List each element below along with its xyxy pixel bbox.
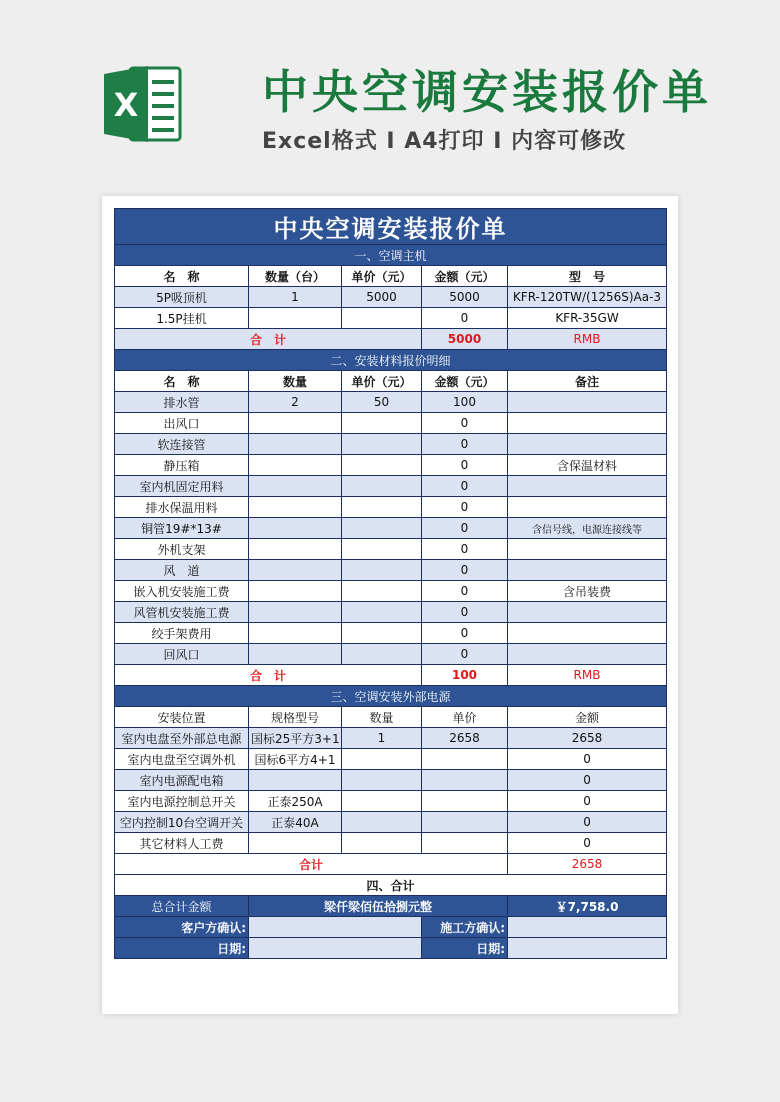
cell[interactable]: 0: [422, 539, 508, 560]
table-row: [115, 644, 667, 665]
cell[interactable]: 回风口: [115, 644, 249, 665]
cell[interactable]: [422, 749, 508, 770]
builder-confirm-label: 施工方确认:: [422, 917, 508, 938]
s3-sum-label: 合计: [115, 854, 508, 875]
section4-title: 四、合计: [115, 875, 667, 896]
cell[interactable]: [422, 791, 508, 812]
cell[interactable]: [249, 560, 342, 581]
cell[interactable]: 含信号线，电源连接线等: [508, 518, 667, 539]
cell[interactable]: 含吊装费: [508, 581, 667, 602]
cell[interactable]: [249, 413, 342, 434]
cell[interactable]: [342, 476, 422, 497]
section1-sum-row: [115, 329, 667, 350]
cell[interactable]: 排水管: [115, 392, 249, 413]
cell[interactable]: 0: [508, 791, 667, 812]
cell[interactable]: [508, 560, 667, 581]
cell[interactable]: [342, 812, 422, 833]
cell[interactable]: 室内电盘至外部总电源: [115, 728, 249, 749]
section1-header-row: [115, 266, 667, 287]
cell[interactable]: 室内电源配电箱: [115, 770, 249, 791]
cell[interactable]: [249, 497, 342, 518]
cell[interactable]: 风 道: [115, 560, 249, 581]
s1-h-qty: 数量（台）: [249, 266, 342, 287]
customer-date-label: 日期:: [115, 938, 249, 959]
table-row: [115, 392, 667, 413]
grand-total-row: [115, 896, 667, 917]
table-row: [115, 308, 667, 329]
excel-logo-icon: [100, 62, 184, 146]
s2-h-name: 名 称: [115, 371, 249, 392]
quote-table: [114, 208, 667, 959]
s2-h-price: 单价（元）: [342, 371, 422, 392]
table-row: [115, 497, 667, 518]
cell[interactable]: 2658: [508, 728, 667, 749]
s3-h-amount: 金额: [508, 707, 667, 728]
cell[interactable]: KFR-120TW/(1256S)Aa-3: [508, 287, 667, 308]
table-row: [115, 539, 667, 560]
banner-subtitle: Excel格式 I A4打印 I 内容可修改: [262, 129, 627, 154]
s3-sum-value: 2658: [508, 854, 667, 875]
cell[interactable]: 5P吸顶机: [115, 287, 249, 308]
cell[interactable]: 5000: [422, 287, 508, 308]
table-row: [115, 581, 667, 602]
cell[interactable]: [508, 497, 667, 518]
table-row: [115, 749, 667, 770]
cell[interactable]: 国标25平方3+1: [249, 728, 342, 749]
section3-title: 三、空调安装外部电源: [115, 686, 667, 707]
cell[interactable]: [249, 581, 342, 602]
s3-h-qty: 数量: [342, 707, 422, 728]
customer-confirm-label: 客户方确认:: [115, 917, 249, 938]
cell[interactable]: [249, 644, 342, 665]
cell[interactable]: 0: [422, 413, 508, 434]
cell[interactable]: 2658: [422, 728, 508, 749]
cell[interactable]: 0: [422, 560, 508, 581]
cell[interactable]: [508, 434, 667, 455]
cell[interactable]: 其它材料人工费: [115, 833, 249, 854]
s1-h-model: 型 号: [508, 266, 667, 287]
cell[interactable]: 排水保温用料: [115, 497, 249, 518]
cell[interactable]: 0: [422, 497, 508, 518]
cell[interactable]: 0: [422, 476, 508, 497]
table-row: [115, 770, 667, 791]
s2-sum-value: 100: [422, 665, 508, 686]
table-row: [115, 728, 667, 749]
cell[interactable]: [342, 434, 422, 455]
cell[interactable]: [342, 413, 422, 434]
s1-h-amount: 金额（元）: [422, 266, 508, 287]
banner-title: 中央空调安装报价单: [262, 65, 712, 119]
s1-h-price: 单价（元）: [342, 266, 422, 287]
s1-sum-unit: RMB: [508, 329, 667, 350]
section2-title: 二、安装材料报价明细: [115, 350, 667, 371]
cell[interactable]: [342, 308, 422, 329]
cell[interactable]: [249, 623, 342, 644]
cell[interactable]: 1: [249, 287, 342, 308]
signature-row-1: [115, 917, 667, 938]
cell[interactable]: [508, 413, 667, 434]
cell[interactable]: [249, 476, 342, 497]
cell[interactable]: [422, 812, 508, 833]
total-words[interactable]: 梁仟梁佰伍拾捌元整: [249, 896, 508, 917]
cell[interactable]: 室内电盘至空调外机: [115, 749, 249, 770]
cell[interactable]: [249, 434, 342, 455]
s2-h-note: 备注: [508, 371, 667, 392]
cell[interactable]: [249, 539, 342, 560]
cell[interactable]: 1.5P挂机: [115, 308, 249, 329]
cell[interactable]: 绞手架费用: [115, 623, 249, 644]
cell[interactable]: 外机支架: [115, 539, 249, 560]
table-row: [115, 602, 667, 623]
builder-date-field[interactable]: [508, 938, 667, 959]
cell[interactable]: [508, 602, 667, 623]
sheet-title: 中央空调安装报价单: [115, 209, 667, 245]
cell[interactable]: 100: [422, 392, 508, 413]
cell[interactable]: 正泰40A: [249, 812, 342, 833]
cell[interactable]: [249, 833, 342, 854]
cell[interactable]: [342, 497, 422, 518]
s2-h-amount: 金额（元）: [422, 371, 508, 392]
cell[interactable]: [249, 308, 342, 329]
cell[interactable]: 静压箱: [115, 455, 249, 476]
table-row: [115, 812, 667, 833]
cell[interactable]: [249, 518, 342, 539]
cell[interactable]: 0: [422, 644, 508, 665]
cell[interactable]: 含保温材料: [508, 455, 667, 476]
cell[interactable]: 铜管19#*13#: [115, 518, 249, 539]
cell[interactable]: 1: [342, 728, 422, 749]
cell[interactable]: [508, 623, 667, 644]
cell[interactable]: 嵌入机安装施工费: [115, 581, 249, 602]
table-row: [115, 518, 667, 539]
customer-confirm-field[interactable]: [249, 917, 422, 938]
cell[interactable]: [508, 644, 667, 665]
cell[interactable]: 0: [508, 749, 667, 770]
cell[interactable]: [342, 770, 422, 791]
cell[interactable]: [342, 518, 422, 539]
s2-h-qty: 数量: [249, 371, 342, 392]
cell[interactable]: 空内控制10台空调开关: [115, 812, 249, 833]
cell[interactable]: [342, 644, 422, 665]
section2-header-row: [115, 371, 667, 392]
cell[interactable]: [342, 455, 422, 476]
s1-h-name: 名 称: [115, 266, 249, 287]
table-row: [115, 413, 667, 434]
cell[interactable]: 出风口: [115, 413, 249, 434]
table-row: [115, 791, 667, 812]
cell[interactable]: 0: [422, 602, 508, 623]
table-row: [115, 623, 667, 644]
table-row: [115, 833, 667, 854]
s2-sum-unit: RMB: [508, 665, 667, 686]
cell[interactable]: [342, 749, 422, 770]
s2-sum-label: 合 计: [115, 665, 422, 686]
total-value[interactable]: ￥7,758.0: [508, 896, 667, 917]
cell[interactable]: [342, 623, 422, 644]
cell[interactable]: [342, 602, 422, 623]
table-row: [115, 434, 667, 455]
table-row: [115, 287, 667, 308]
total-label: 总合计金额: [115, 896, 249, 917]
cell[interactable]: [342, 560, 422, 581]
cell[interactable]: [249, 602, 342, 623]
table-row: [115, 560, 667, 581]
cell[interactable]: 0: [422, 434, 508, 455]
cell[interactable]: [249, 770, 342, 791]
cell[interactable]: 50: [342, 392, 422, 413]
section2-sum-row: [115, 665, 667, 686]
s3-h-spec: 规格型号: [249, 707, 342, 728]
cell[interactable]: KFR-35GW: [508, 308, 667, 329]
cell[interactable]: [342, 581, 422, 602]
cell[interactable]: 2: [249, 392, 342, 413]
cell[interactable]: 0: [422, 308, 508, 329]
cell[interactable]: [422, 833, 508, 854]
cell[interactable]: [342, 539, 422, 560]
cell[interactable]: 0: [422, 455, 508, 476]
cell[interactable]: 5000: [342, 287, 422, 308]
cell[interactable]: [508, 392, 667, 413]
banner: [0, 0, 780, 190]
cell[interactable]: [508, 476, 667, 497]
cell[interactable]: [342, 833, 422, 854]
logo-letter: X: [113, 86, 139, 124]
cell[interactable]: 0: [508, 770, 667, 791]
cell[interactable]: 0: [508, 833, 667, 854]
signature-row-2: [115, 938, 667, 959]
cell[interactable]: 0: [422, 623, 508, 644]
s1-sum-label: 合 计: [115, 329, 422, 350]
section3-header-row: [115, 707, 667, 728]
cell[interactable]: [422, 770, 508, 791]
cell[interactable]: 0: [422, 581, 508, 602]
customer-date-field[interactable]: [249, 938, 422, 959]
table-row: [115, 455, 667, 476]
cell[interactable]: 国标6平方4+1: [249, 749, 342, 770]
cell[interactable]: [508, 539, 667, 560]
cell[interactable]: 软连接管: [115, 434, 249, 455]
section3-sum-row: [115, 854, 667, 875]
cell[interactable]: [249, 455, 342, 476]
cell[interactable]: 室内电源控制总开关: [115, 791, 249, 812]
s3-h-price: 单价: [422, 707, 508, 728]
cell[interactable]: 0: [508, 812, 667, 833]
cell[interactable]: 风管机安装施工费: [115, 602, 249, 623]
cell[interactable]: 正泰250A: [249, 791, 342, 812]
section1-title: 一、空调主机: [115, 245, 667, 266]
s3-h-location: 安装位置: [115, 707, 249, 728]
s1-sum-value: 5000: [422, 329, 508, 350]
cell[interactable]: [342, 791, 422, 812]
builder-date-label: 日期:: [422, 938, 508, 959]
cell[interactable]: 0: [422, 518, 508, 539]
cell[interactable]: 室内机固定用料: [115, 476, 249, 497]
table-row: [115, 476, 667, 497]
builder-confirm-field[interactable]: [508, 917, 667, 938]
